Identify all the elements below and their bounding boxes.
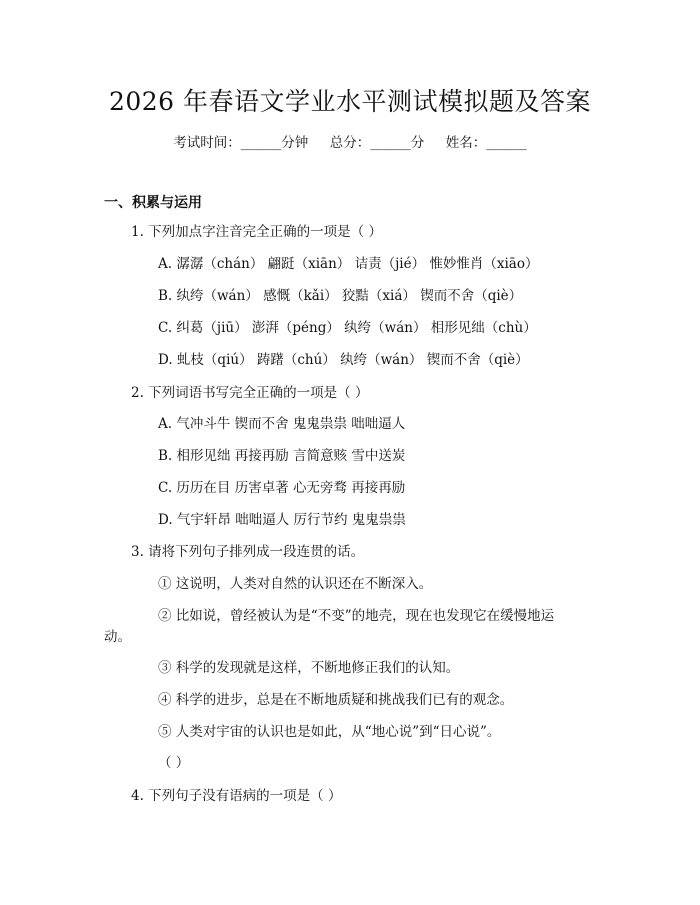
question-3-sentence-3: ③ 科学的发现就是这样，不断地修正我们的认知。 (158, 660, 460, 676)
question-2-option-a: A. 气冲斗牛 锲而不舍 鬼鬼祟祟 咄咄逼人 (158, 416, 406, 432)
question-3-answer-blank: （ ） (158, 755, 190, 771)
question-1-option-a: A. 潺潺（chán） 翩跹（xiān） 诘责（jié） 惟妙惟肖（xiāo） (158, 256, 539, 272)
question-3-sentence-2: ② 比如说，曾经被认为是“不变”的地壳，现在也发现它在缓慢地运 (158, 608, 555, 624)
question-2-option-d: D. 气宇轩昂 咄咄逼人 厉行节约 鬼鬼祟祟 (158, 512, 406, 528)
exam-title: 2026 年春语文学业水平测试模拟题及答案 (108, 87, 592, 116)
question-2-option-b: B. 相形见绌 再接再励 言简意赅 雪中送炭 (158, 448, 406, 464)
question-2-option-c: C. 历历在目 历害卓著 心无旁骛 再接再励 (158, 480, 406, 496)
question-3-sentence-4: ④ 科学的进步，总是在不断地质疑和挑战我们已有的观念。 (158, 692, 514, 708)
question-1-option-b: B. 纨绔（wán） 感慨（kǎi） 狡黠（xiá） 锲而不舍（qiè） (158, 288, 523, 304)
question-1-option-c: C. 纠葛（jiū） 澎湃（péng） 纨绔（wán） 相形见绌（chù） (158, 320, 537, 336)
section-heading: 一、积累与运用 (104, 195, 202, 211)
question-2-stem: 2. 下列词语书写完全正确的一项是（ ） (131, 385, 369, 401)
question-3-sentence-5: ⑤ 人类对宇宙的认识也是如此，从“地心说”到“日心说”。 (158, 724, 501, 740)
question-1-stem: 1. 下列加点字注音完全正确的一项是（ ） (131, 224, 382, 240)
question-3-sentence-2-continued: 动。 (104, 629, 131, 645)
question-4-stem: 4. 下列句子没有语病的一项是（ ） (131, 788, 342, 804)
question-3-stem: 3. 请将下列句子排列成一段连贯的话。 (131, 544, 365, 560)
question-1-option-d: D. 虬枝（qiú） 踌躇（chú） 纨绔（wán） 锲而不舍（qiè） (158, 352, 529, 368)
exam-info-line: 考试时间：______分钟 总分：______分 姓名：______ (173, 135, 527, 151)
question-3-sentence-1: ① 这说明，人类对自然的认识还在不断深入。 (158, 576, 433, 592)
